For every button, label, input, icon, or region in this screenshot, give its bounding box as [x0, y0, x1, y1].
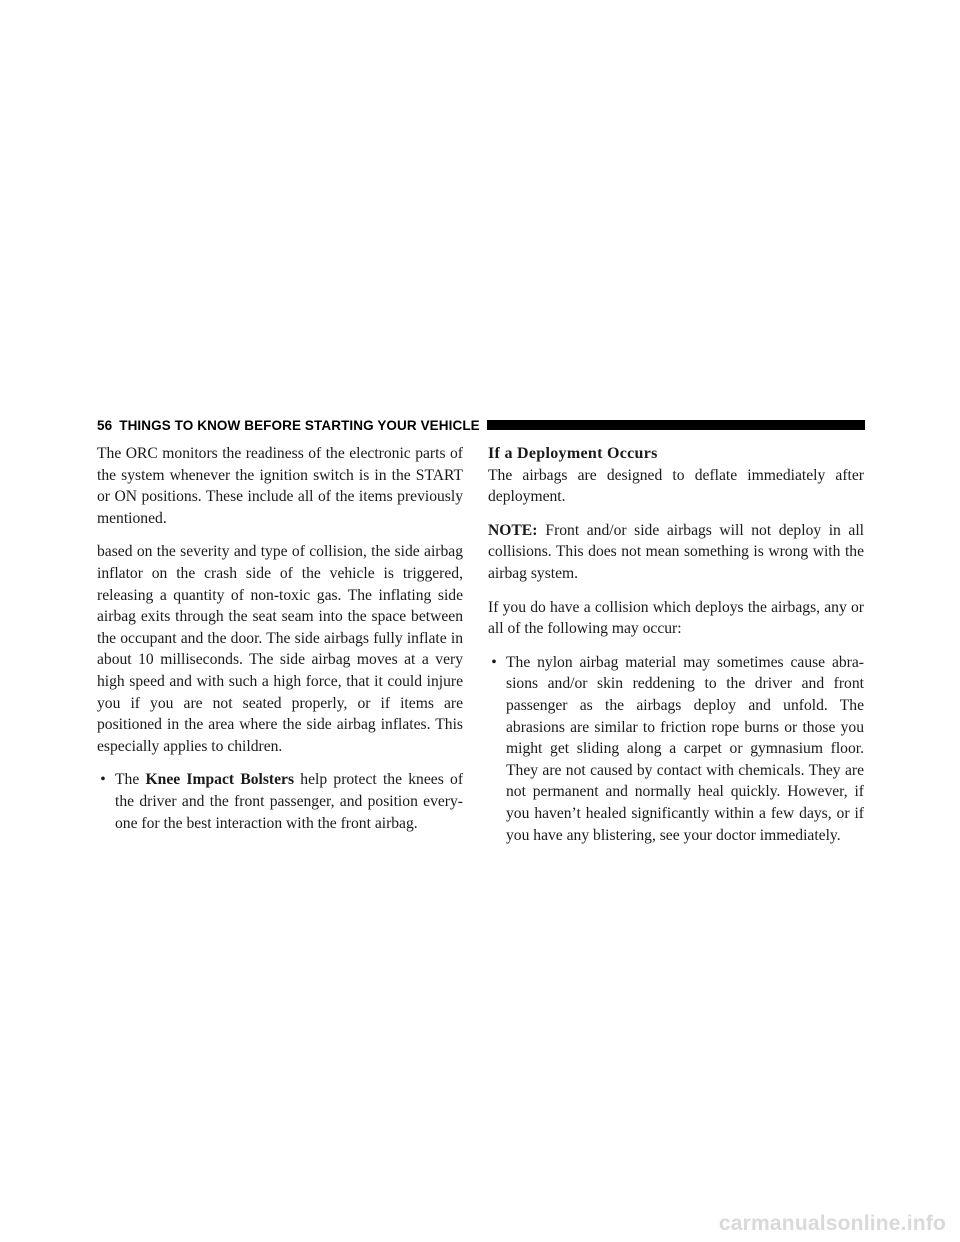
bullet-icon: •	[100, 771, 106, 789]
section-title: THINGS TO KNOW BEFORE STARTING YOUR VEHICLE	[119, 417, 480, 433]
bullet-icon: •	[491, 653, 497, 671]
knee-bolster-term: Knee Impact Bolsters	[145, 771, 295, 789]
right-column	[488, 443, 864, 858]
page-header	[97, 415, 865, 435]
bullet-text: help protect the knees of the driver and the front passenger, and position every-one for the best interaction with the front airbag.	[115, 771, 464, 832]
side-airbag-paragraph: based on the severity and type of collision, the side airbag inflator on the crash side of the vehicle is triggered, releasing a quantity of non-toxic gas. The inflating side airbag exits through the seat seam into the space between the occupant and the door. The side airbags fully inflate in about 10 milliseconds. The side airbag moves at a very high speed and with such a high force, that it could injure you if you are not seated properly, or if items are positioned in the area where the side airbag inflates. This especially applies to children.	[97, 543, 463, 755]
watermark: carmanualsonline.info	[718, 1212, 946, 1235]
deployment-heading: If a Deployment Occurs	[488, 445, 658, 462]
header-rule	[487, 420, 865, 430]
abrasion-bullet	[488, 652, 864, 846]
header-text	[97, 418, 480, 433]
note-text: Front and/or side airbags will not deploy in all collisions. This does not mean something is wrong with the airbag system.	[488, 521, 864, 582]
left-column	[97, 443, 463, 846]
page-number: 56	[97, 417, 113, 433]
note-paragraph	[488, 520, 864, 585]
deflate-paragraph: The airbags are designed to deflate immediately after deployment.	[488, 466, 864, 506]
orc-paragraph: The ORC monitors the readiness of the electronic parts of the system whenever the ignition switch is in the START or ON positions. These include all of the items previously mentioned.	[97, 445, 463, 527]
collision-paragraph: If you do have a collision which deploys the airbags, any or all of the following may occur:	[488, 598, 864, 638]
abrasion-text: The nylon airbag material may sometimes cause abra-sions and/or skin reddening to the driver and front passenger as the airbags deploy and unfold. The abrasions are similar to friction rope burns or those you might get sliding along a carpet or gymnasium floor. They are not caused by contact with chemicals. They are not permanent and normally heal quickly. However, if you haven’t healed significantly within a few days, or if you have any blistering, see your doctor immediately.	[506, 653, 864, 844]
bullet-prefix: The	[115, 771, 140, 789]
knee-bolster-bullet	[97, 769, 463, 834]
note-label: NOTE:	[488, 521, 538, 539]
